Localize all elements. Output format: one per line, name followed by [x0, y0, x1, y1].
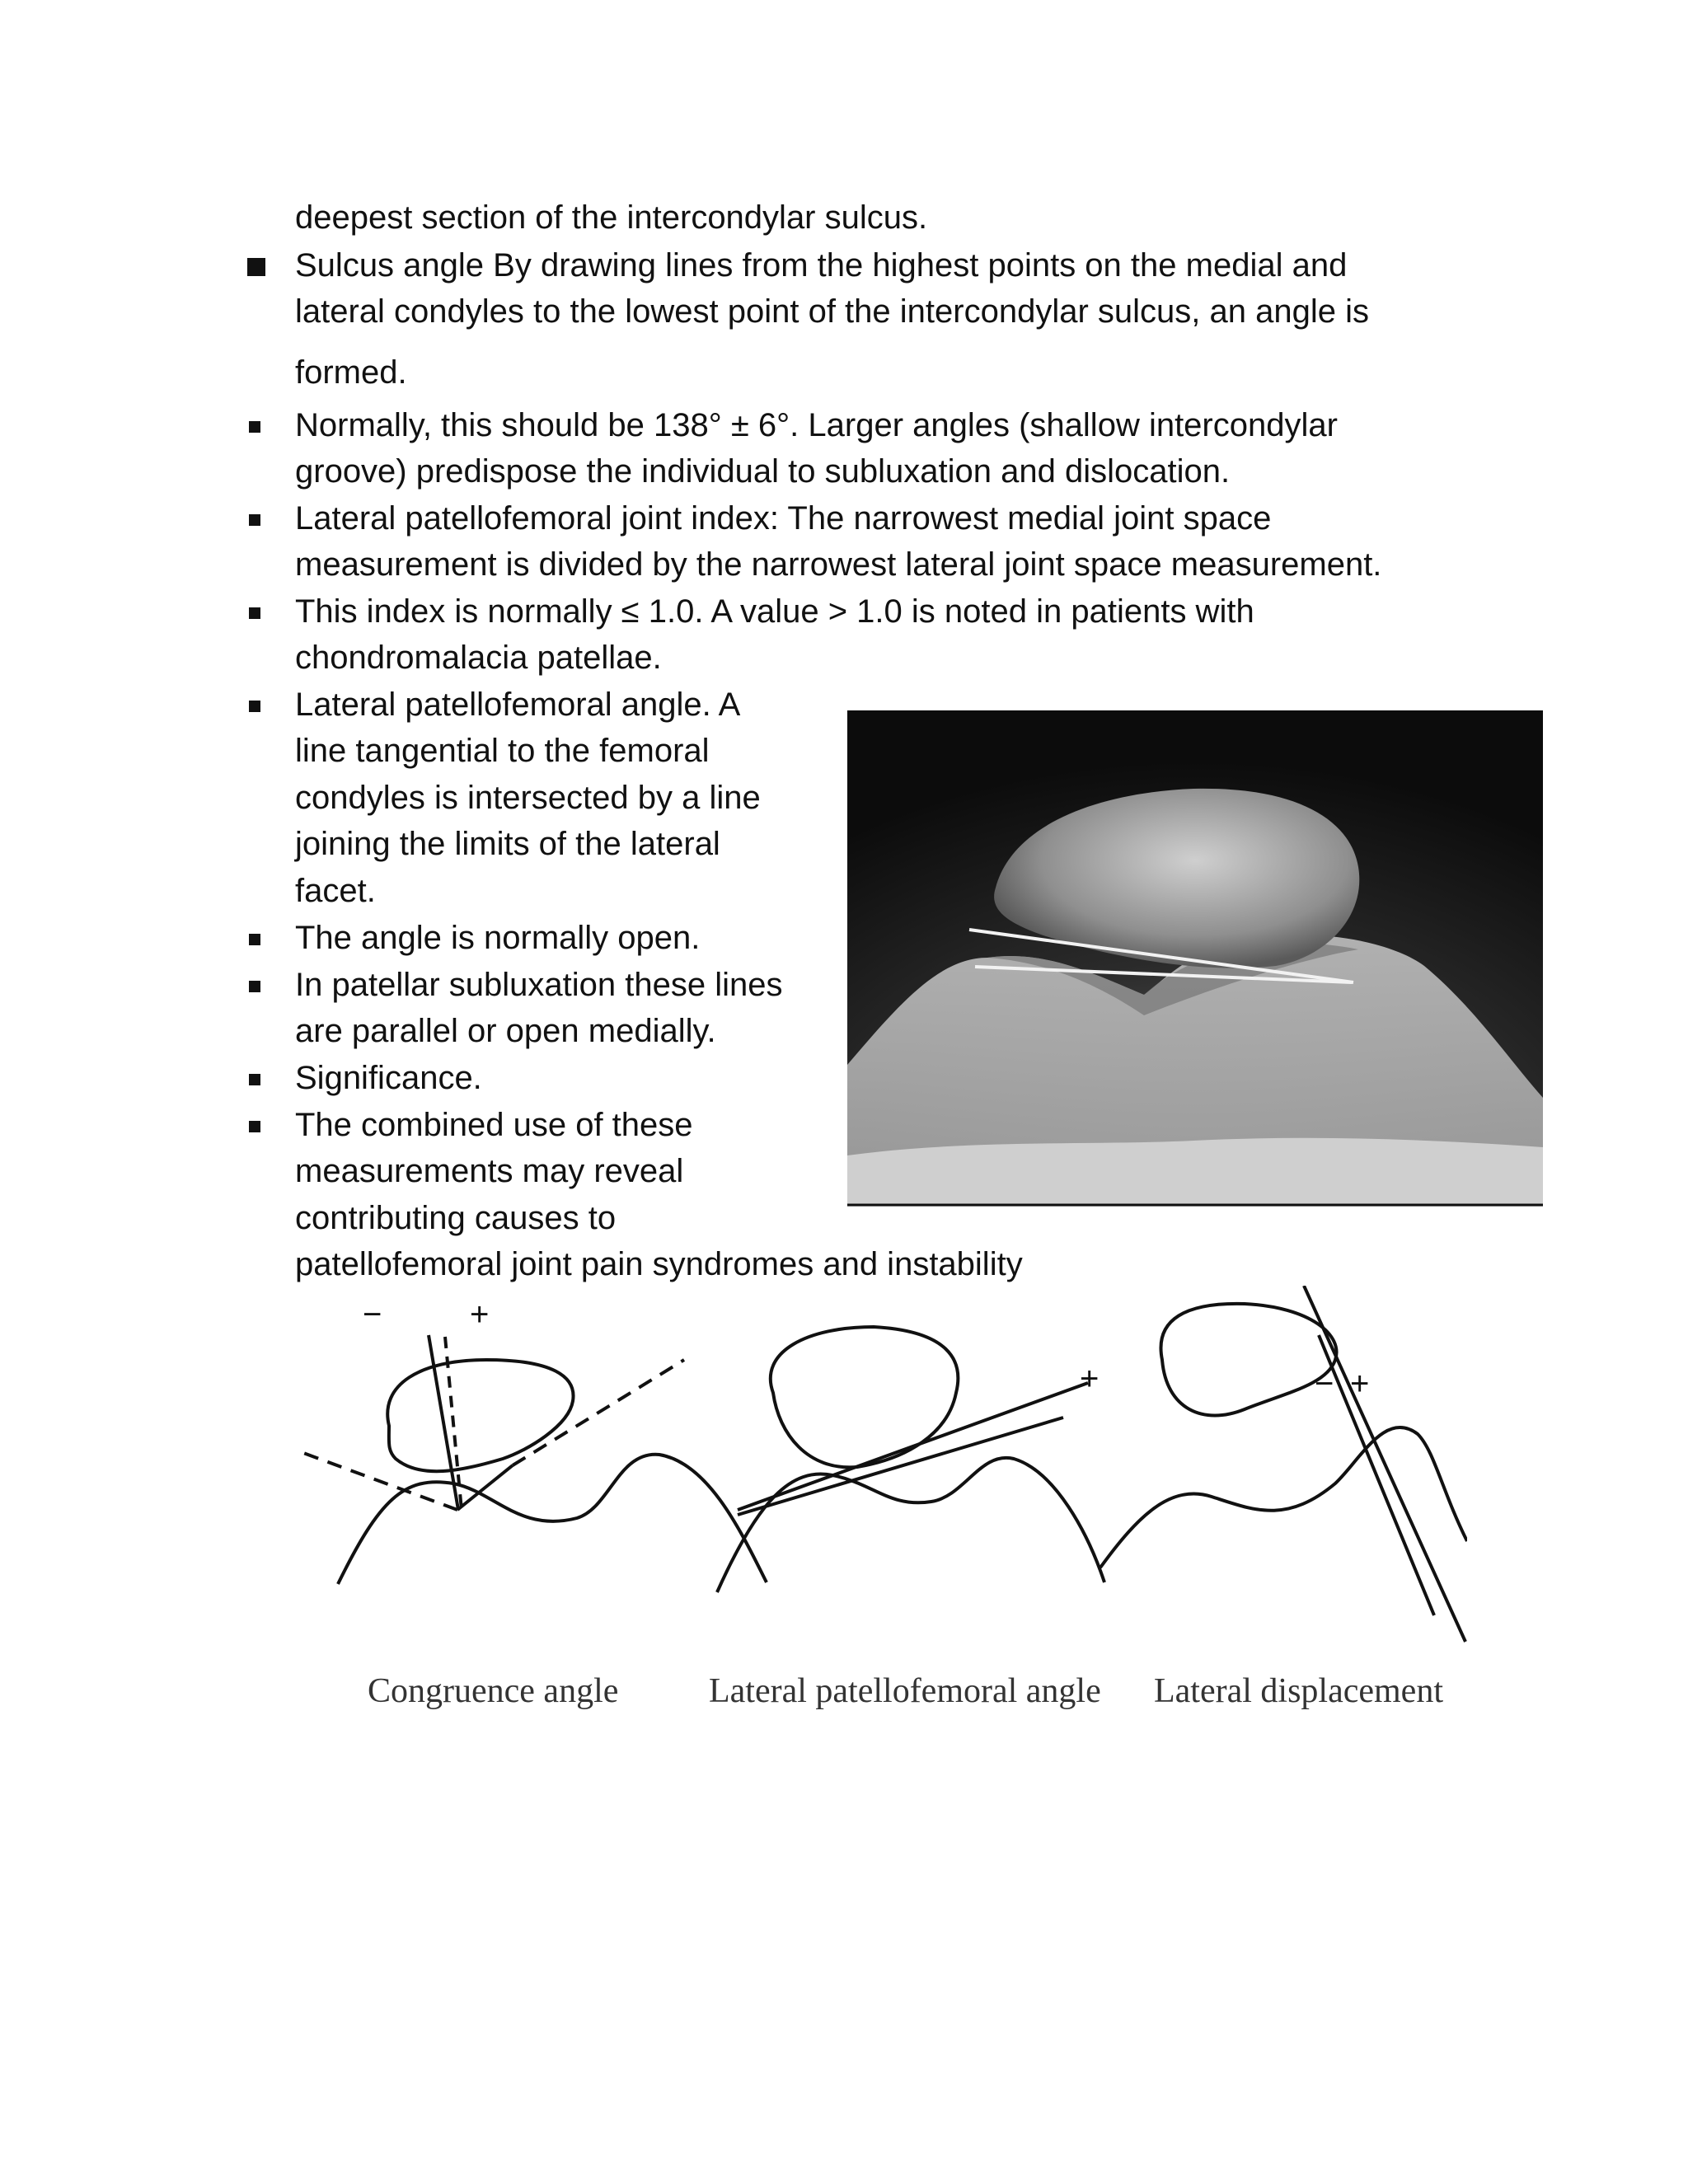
text-line: Significance.: [295, 1060, 482, 1096]
bullet-marker: [249, 701, 260, 712]
text-line: are parallel or open medially.: [295, 1013, 716, 1049]
text-line: line tangential to the femoral: [295, 733, 710, 769]
minus-sign: −: [1315, 1366, 1334, 1402]
text-line: The angle is normally open.: [295, 920, 701, 956]
lateral-patellofemoral-angle-diagram: [717, 1327, 1104, 1592]
text-line: Lateral patellofemoral angle. A: [295, 687, 741, 723]
bullet-marker: [247, 258, 265, 276]
minus-sign: −: [363, 1296, 382, 1333]
plus-sign: +: [1080, 1361, 1100, 1397]
bullet-marker: [249, 607, 260, 619]
plus-sign: +: [1350, 1366, 1370, 1402]
plus-sign: +: [470, 1296, 490, 1333]
congruence-angle-diagram: [297, 1335, 767, 1584]
text-line: measurements may reveal: [295, 1153, 684, 1189]
text-line: formed.: [295, 354, 407, 391]
text-line: condyles is intersected by a line: [295, 780, 761, 816]
knee-xray-image: [847, 710, 1543, 1207]
text-line: lateral condyles to the lowest point of the intercondylar sulcus, an angle is: [295, 293, 1369, 330]
bullet-marker: [249, 934, 260, 945]
lateral-displacement-diagram: [1100, 1286, 1467, 1642]
text-line: deepest section of the intercondylar sulcus.: [295, 199, 928, 236]
text-line: contributing causes to: [295, 1200, 617, 1236]
text-line: Sulcus angle By drawing lines from the highest points on the medial and: [295, 247, 1348, 284]
caption-congruence-angle: Congruence angle: [368, 1672, 619, 1710]
text-line: chondromalacia patellae.: [295, 640, 662, 676]
caption-lateral-displacement: Lateral displacement: [1154, 1672, 1443, 1710]
text-line: The combined use of these: [295, 1107, 693, 1143]
text-line: measurement is divided by the narrowest lateral joint space measurement.: [295, 546, 1382, 583]
caption-lateral-patellofemoral-angle: Lateral patellofemoral angle: [709, 1672, 1101, 1710]
bullet-marker: [249, 421, 260, 433]
text-line: In patellar subluxation these lines: [295, 967, 783, 1003]
text-line: joining the limits of the lateral: [295, 826, 720, 862]
text-line: facet.: [295, 873, 376, 909]
bullet-marker: [249, 514, 260, 526]
text-line: Normally, this should be 138° ± 6°. Larger angles (shallow intercondylar: [295, 407, 1338, 443]
patellofemoral-measurement-diagrams: [297, 1286, 1467, 1731]
text-line: Lateral patellofemoral joint index: The narrowest medial joint space: [295, 500, 1272, 537]
text-line: patellofemoral joint pain syndromes and instability: [295, 1246, 1023, 1282]
bullet-marker: [249, 981, 260, 992]
bullet-marker: [249, 1121, 260, 1132]
bullet-marker: [249, 1074, 260, 1085]
text-line: groove) predispose the individual to subluxation and dislocation.: [295, 453, 1231, 490]
text-line: This index is normally ≤ 1.0. A value > 1.0 is noted in patients with: [295, 593, 1254, 630]
